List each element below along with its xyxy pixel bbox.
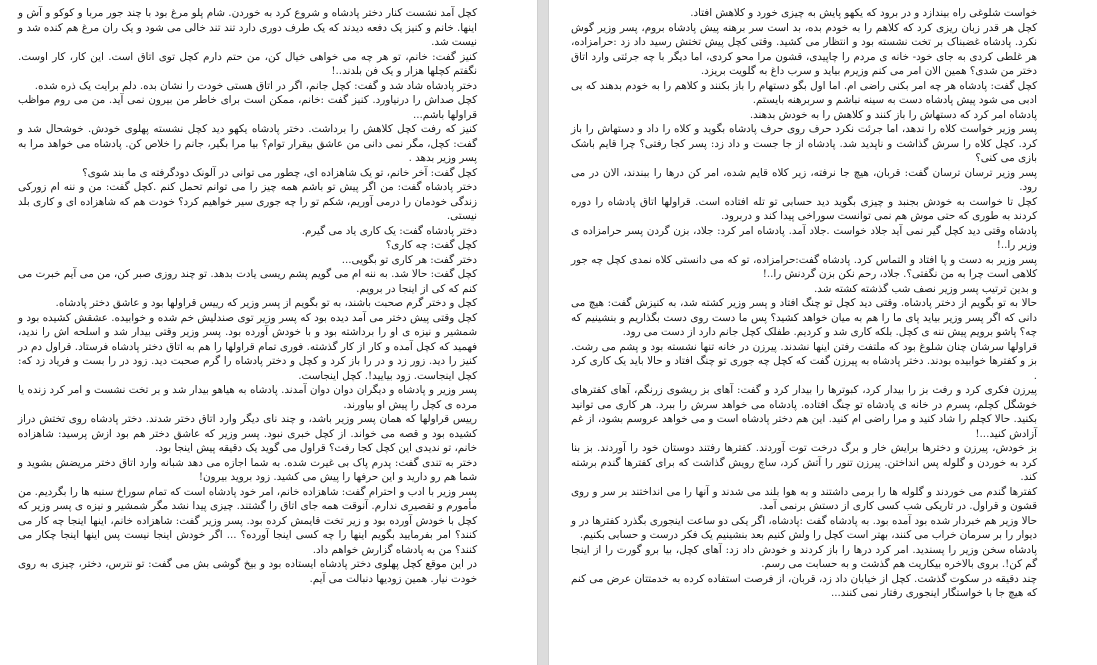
paragraph: کچل هر قدر زبان ریزی کرد که کلاهم را به خودم بده، بد است سر برهنه پیش پادشاه بروم، پسر وزیر گوش نکرد. پادشاه غضبناک بر تخت نشسته بود و انتظار می کشید. وقتی کچل پیش تختش رسید داد زد :حرامزاده، هر غلطی کردی به جای خود- خانه ی مردم را چاپیدی، قشون مرا محو کردی، اما دیگر با چه جرئتی وارد اتاق دختر من شدی؟ همین الان امر می کنم وزیرم بیاید و سرب داغ به گلویت بریزد.: [571, 21, 1037, 77]
paragraph: و بدین ترتیب پسر وزیر نصف شب گذشته کشته شد.: [813, 282, 1037, 295]
paragraph: کچل و دختر گرم صحبت باشند، به تو بگویم از پسر وزیر که رییس قراولها بود و عاشق دختر پادشاه.: [55, 297, 477, 309]
paragraph: کچل گفت: چه کاری؟: [385, 239, 477, 251]
paragraph: حالا وزیر هم خبردار شده بود آمده بود. به پادشاه گفت :پادشاه، اگر یکی دو ساعت اینجوری بگذرد کفترها در و دیوار را بر سرمان خراب می کنند، بهتر است کچل را ولش کنیم بعد بنشینیم یک فکر درست و حسابی بکنیم.: [571, 514, 1037, 541]
paragraph: پادشاه وقتی دید کچل گیر نمی آید جلاد خواست .جلاد آمد. پادشاه امر کرد: جلاد، بزن گردن پسر حرامزاده ی وزیر را..!: [571, 224, 1037, 251]
paragraph: دختر گفت: هر کاری تو بگویی...: [341, 253, 477, 266]
paragraph: کنیز گفت: خانم، تو هر چه می خواهی خیال کن، من حتم دارم کچل توی اتاق است. این کار، کار اوست. نگفتم کچلها هزار و یک فن بلدند..!: [18, 50, 477, 77]
paragraph: کچل آمد نشست کنار دختر پادشاه و شروع کرد به خوردن. شام پلو مرغ بود با چند جور مربا و کوکو و آش و اینها. خانم و کنیز یک دفعه دیدند که یک طرف دوری دارد تند تند خالی می شود و یک ران مرغ هم کنده شد و نیست شد.: [18, 7, 477, 48]
paragraph: کچل گفت: آخر خانم، تو یک شاهزاده ای، چطور می توانی در آلونک دودگرفته ی ما بند شوی؟: [82, 166, 477, 179]
paragraph: پادشاه سخن وزیر را پسندید. امر کرد درها را باز کردند و خودش داد زد: آهای کچل، بیا برو گورت را از اینجا گم کن!. بروی بالاخره بیکاریت هم گذشت و به حسابت می رسم.: [571, 543, 1037, 570]
paragraph: پسر وزیر و پادشاه و دیگران دوان دوان آمدند. پادشاه به هیاهو بیدار شد و بر تخت نشست و امر کرد زنده یا مرده ی کچل را پیش او بیاورند.: [18, 384, 477, 411]
paragraph: رییس قراولها که همان پسر وزیر باشد، و چند نای دیگر وارد اتاق دختر شدند. دختر پادشاه روی تختش دراز کشیده بود و قصه می خواند. از کچل خبری نبود. پسر وزیر که عاشق دختر هم بود ازش پرسید: شاهزاده خانم، تو ندیدی این کچل کجا رفت؟ قراول می گوید یک دقیقه پیش اینجا بود.: [18, 413, 477, 454]
paragraph: کچل وقتی پیش دختر می آمد دیده بود که پسر وزیر توی صندلیش خم شده و خوابیده. عشقش کشیده بود و شمشیر و نیزه ی او را برداشته بود و با خودش آورده بود. پسر وزیر وقتی بیدار شد و اسلحه اش را ندید، فهمید که کچل آمده و کار از کار گذشته. فوری تمام قراولها را هم به اتاق دختر پادشاه فرستاد. قراول دم در کنیز را دید. زور زد و در را باز کرد و کچل و دختر پادشاه را گرم صحبت دید. زود در را بست و فریاد زد که: کچل اینجاست. زود بیایید!. کچل اینجاست.: [18, 311, 477, 382]
paragraph: خواست شلوغی راه بیندازد و در برود که یکهو پایش به چیزی خورد و کلاهش افتاد.: [690, 7, 1037, 19]
paragraph: دختر پادشاه گفت: یک کاری یاد می گیرم.: [301, 224, 477, 237]
paragraph: در این موقع کچل پهلوی دختر پادشاه ایستاده بود و بیخ گوشی بش می گفت: تو نترس، دختر، چیزی به روی خودت نیار. همین زودیها دنبالت می آیم.: [18, 558, 477, 585]
paragraph: کچل تا خواست به خودش بجنبد و چیزی بگوید دید حسابی تو تله افتاده است. قراولها اتاق پادشاه را دوره کردند به طوری که حتی موش هم نمی توانست سوراخی پیدا کند و دربرود.: [571, 195, 1037, 222]
paragraph: پسر وزیر با ادب و احترام گفت: شاهزاده خانم، امر خود پادشاه است که تمام سوراخ سنبه ها را بگردیم. من مأمورم و تقصیری ندارم. آنوقت همه جای اتاق را گشتند. چیزی پیدا نشد مگر شمشیر و نیزه ی پسر وزیر که کچل با خودش آورده بود و زیر تخت قایمش کرده بود. پسر وزیر گفت: شاهزاده خانم، اینها اینجا چه کار می کنند؟ امر بفرمایید بگویم اینها را چه کسی اینجا آورده؟ ... اگر خودش اینجا نیست پس اینها اینجا چکار می کنند؟ من به پادشاه گزارش خواهم داد.: [18, 485, 477, 556]
paragraph: قراولها سرشان چنان شلوغ بود که ملتفت رفتن اینها نشدند. پیرزن در خانه تنها نشسته بود و پشم می رشت. بز و کفترها خوابیده بودند. دختر پادشاه به پیرزن گفت که کچل چه جوری تو چنگ افتاد و حالا باید یک کاری کرد .: [571, 340, 1037, 382]
paragraph: کفترها گندم می خوردند و گلوله ها را برمی داشتند و به هوا بلند می شدند و آنها را می انداختند بر سر و روی قشون و قراول. در تاریکی شب کسی کاری از دستش برنمی آمد.: [571, 485, 1037, 512]
paragraph: چند دقیقه در سکوت گذشت. کچل از خیابان داد زد، قربان، از فرصت استفاده کرده به خدمتتان عرض می کنم که هیچ جا با خواستگار اینجوری رفتار نمی کنند...: [571, 572, 1037, 599]
paragraph: کچل صداش را درنیاورد. کنیز گفت :خانم، ممکن است برای خاطر من بیرون نمی آید. من می روم مواظب قراولها باشم...: [18, 94, 477, 121]
paragraph: دختر به تندی گفت: پدرم پاک بی غیرت شده. به شما اجازه می دهد شبانه وارد اتاق دختر مریضش بشوید و شما هم رو دارید و این حرفها را پیش می کشید. زود بروید بیرون!: [18, 456, 477, 483]
paragraph: پسر وزیر ترسان ترسان گفت: قربان، هیچ جا نرفته، زیر کلاه قایم شده، امر کن درها را ببندند، الان در می رود.: [571, 166, 1037, 193]
paragraph: دختر پادشاه شاد شد و گفت: کچل جانم، اگر در اتاق هستی خودت را نشان بده. دلم برایت یک ذره شده.: [34, 79, 477, 92]
paragraph: کچل گفت: حالا شد. به ننه ام می گویم پشم ریسی یادت بدهد. تو چند روزی صبر کن، من می آیم خبرت می کنم که کی از اینجا در برویم.: [18, 268, 477, 295]
page-gutter: [538, 0, 548, 665]
paragraph: پیرزن فکری کرد و رفت بز را بیدار کرد، کبوترها را بیدار کرد و گفت: آهای بز ریشوی زرنگم، آهای کفترهای خوشگل کچلم، پسرم در خانه ی پادشاه تو چنگ افتاده. پادشاه می خواهد سرش را ببرد. هر کاری می توانید بکنید. حالا کچلم را شاد کنید و مرا راضی ام کنید. این هم دختر پادشاه است و می خواهد عروسم بشود، از غم آزادش کنید...!: [571, 384, 1037, 440]
left-page: [0, 0, 538, 665]
paragraph: حالا به تو بگویم از دختر پادشاه. وقتی دید کچل تو چنگ افتاد و پسر وزیر کشته شد، به کنیزش گفت: هیچ می دانی که اگر پسر وزیر بیاید پای ما را هم به میان خواهد کشید؟ پس ما دست روی دست بگذاریم و بنشینیم که چه؟ پاشو برویم پیش ننه ی کچل. بلکه کاری شد و کردیم. طفلک کچل جانم دارد از دست می رود.: [571, 297, 1037, 338]
right-page: [548, 0, 1097, 665]
paragraph: بز خودش، پیرزن و دخترها برایش خار و برگ درخت توت آوردند. کفترها رفتند دوستان خود را آوردند. بز بنا کرد به خوردن و گلوله پس انداختن. پیرزن تنور را آتش کرد، ساچ رویش گذاشت که برای کفترها گندم برشته کند.: [571, 442, 1037, 483]
paragraph: پسر وزیر به دست و پا افتاد و التماس کرد. پادشاه گفت:حرامزاده، تو که می دانستی کلاه نمدی کچل چه جور کلاهی است چرا به من نگفتی؟. جلاد، رحم نکن بزن گردنش را..!: [571, 253, 1037, 280]
paragraph: کچل گفت: پادشاه هر چه امر بکنی راضی ام. اما اول بگو دستهام را باز بکنند و کلاهم را به خودم بدهند که بی ادبی می شود پیش پادشاه دست به سینه نباشم و سربرهنه بایستم.: [571, 79, 1037, 106]
paragraph: پسر وزیر خواست کلاه را ندهد، اما جرئت نکرد حرف روی حرف پادشاه بگوید و کلاه را داد و دستهاش را باز کرد. کچل کلاه را سرش گذاشت و ناپدید شد. پادشاه از جا جست و داد زد: پسر کجا رفتی؟ چرا قایم باشک بازی می کنی؟: [571, 123, 1037, 164]
paragraph: کنیز که رفت کچل کلاهش را برداشت. دختر پادشاه یکهو دید کچل نشسته پهلوی خودش. خوشحال شد و گفت: کچل، مگر نمی دانی من عاشق بیقرار توام؟ بیا مرا بگیر، جانم را خلاص کن. پادشاه می خواهد مرا به پسر وزیر بدهد .: [18, 123, 477, 164]
paragraph: پادشاه امر کرد که دستهاش را باز کنند و کلاهش را به خودش بدهند.: [749, 108, 1037, 121]
paragraph: دختر پادشاه گفت: من اگر پیش تو باشم همه چیز را می توانم تحمل کنم .کچل گفت: من و ننه ام زورکی زندگی خودمان را درمی آوریم، شکم تو را چه جوری سیر خواهیم کرد؟ خودت هم که شاهزاده ای و کاری بلد نیستی.: [18, 181, 477, 222]
